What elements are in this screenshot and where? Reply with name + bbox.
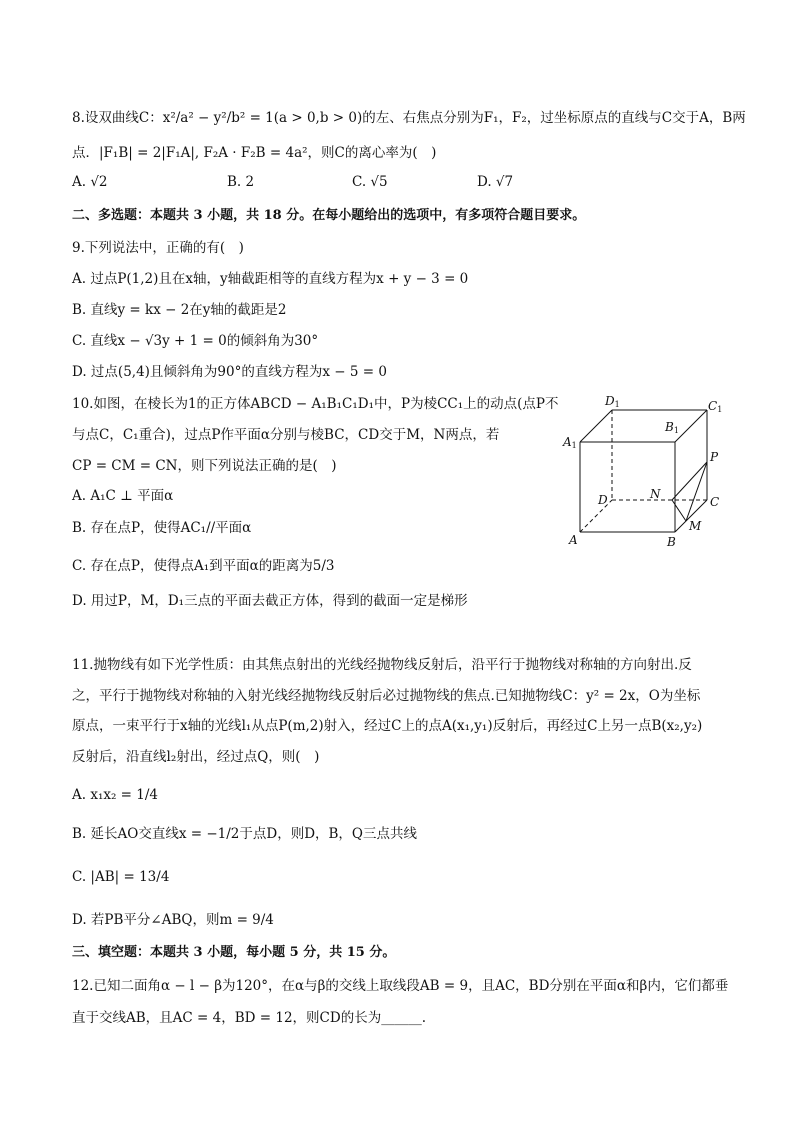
q11-stem-line3: 原点，一束平行于x轴的光线l₁从点P(m,2)射入，经过C上的点A(x₁,y₁)反射后，再经过C上另一点B(x₂,y₂): [72, 718, 703, 734]
q10-option-c: C. 存在点P，使得点A₁到平面α的距离为5/3: [72, 558, 335, 574]
q11-option-c: C. |AB| = 13/4: [72, 869, 170, 885]
label-m: M: [689, 519, 702, 533]
q10-stem-line1: 10.如图，在棱长为1的正方体ABCD − A₁B₁C₁D₁中，P为棱CC₁上的动点(点P不: [72, 396, 559, 412]
q11-stem-line1: 11.抛物线有如下光学性质：由其焦点射出的光线经抛物线反射后，沿平行于抛物线对称轴的方向射出.反: [72, 657, 692, 673]
q10-stem-line3: CP = CM = CN，则下列说法正确的是( ): [72, 458, 337, 474]
section-heading-fill-blank: 三、填空题：本题共 3 小题，每小题 5 分，共 15 分。: [72, 945, 396, 960]
q10-option-a: A. A₁C ⊥ 平面α: [72, 488, 174, 504]
q11-option-a: A. x₁x₂ = 1/4: [72, 787, 159, 803]
q9-option-a: A. 过点P(1,2)且在x轴，y轴截距相等的直线方程为x + y − 3 = 0: [72, 271, 469, 287]
q10-option-d: D. 用过P，M，D₁三点的平面去截正方体，得到的截面一定是梯形: [72, 593, 468, 609]
label-p: P: [710, 450, 719, 464]
label-a1: A: [563, 435, 572, 449]
svg-text:C1: [708, 399, 722, 414]
q11-stem-line2: 之，平行于抛物线对称轴的入射光线经抛物线反射后必过抛物线的焦点.已知抛物线C：y² = 2x，O为坐标: [72, 688, 701, 704]
q10-stem-line2: 与点C，C₁重合)，过点P作平面α分别与棱BC，CD交于M，N两点，若: [72, 427, 500, 443]
label-d1-sub: 1: [614, 400, 620, 409]
q8-options: [72, 174, 592, 194]
q8-option-d: D. √7: [477, 174, 514, 190]
q8-option-c: C. √5: [352, 174, 388, 190]
q8-option-b: B. 2: [227, 174, 255, 190]
svg-text:A1: [562, 435, 577, 450]
label-c: C: [710, 495, 720, 509]
label-b1-sub: 1: [673, 426, 679, 435]
q12-stem-line1: 12.已知二面角α − l − β为120°，在α与β的交线上取线段AB = 9，且AC，BD分别在平面α和β内，它们都垂: [72, 978, 729, 994]
label-d1: D: [605, 394, 615, 408]
q9-option-b: B. 直线y = kx − 2在y轴的截距是2: [72, 302, 287, 318]
q8-stem-line2: 点．|F₁B| = 2|F₁A|, F₂A · F₂B = 4a²，则C的离心率为( ): [72, 145, 437, 161]
label-a1-sub: 1: [571, 441, 577, 450]
label-d: D: [598, 493, 608, 507]
svg-text:B1: [664, 420, 679, 435]
q12-stem-line2: 直于交线AB，且AC = 4，BD = 12，则CD的长为______.: [72, 1010, 426, 1026]
label-a: A: [569, 533, 578, 547]
q11-option-d: D. 若PB平分∠ABQ，则m = 9/4: [72, 912, 274, 928]
q9-stem: 9.下列说法中，正确的有( ): [72, 240, 244, 256]
label-b1: B: [665, 420, 674, 434]
cube-figure: [555, 390, 735, 560]
label-c1-sub: 1: [717, 405, 723, 414]
q8-option-a: A. √2: [72, 174, 108, 190]
label-c1: C: [708, 399, 718, 413]
section-heading-multi-choice: 二、多选题：本题共 3 小题，共 18 分。在每小题给出的选项中，有多项符合题目要求。: [72, 208, 586, 223]
label-n: N: [650, 487, 661, 501]
label-b: B: [667, 535, 676, 549]
q8-stem-line1: 8.设双曲线C：x²/a² − y²/b² = 1(a > 0,b > 0)的左、右焦点分别为F₁，F₂，过坐标原点的直线与C交于A，B两: [72, 110, 746, 126]
q9-option-c: C. 直线x − √3y + 1 = 0的倾斜角为30°: [72, 333, 319, 349]
q10-option-b: B. 存在点P，使得AC₁//平面α: [72, 520, 252, 536]
svg-text:D1: [604, 394, 620, 409]
q11-option-b: B. 延长AO交直线x = −1/2于点D，则D，B，Q三点共线: [72, 826, 418, 842]
q11-stem-line4: 反射后，沿直线l₂射出，经过点Q，则( ): [72, 749, 320, 765]
q9-option-d: D. 过点(5,4)且倾斜角为90°的直线方程为x − 5 = 0: [72, 364, 387, 380]
